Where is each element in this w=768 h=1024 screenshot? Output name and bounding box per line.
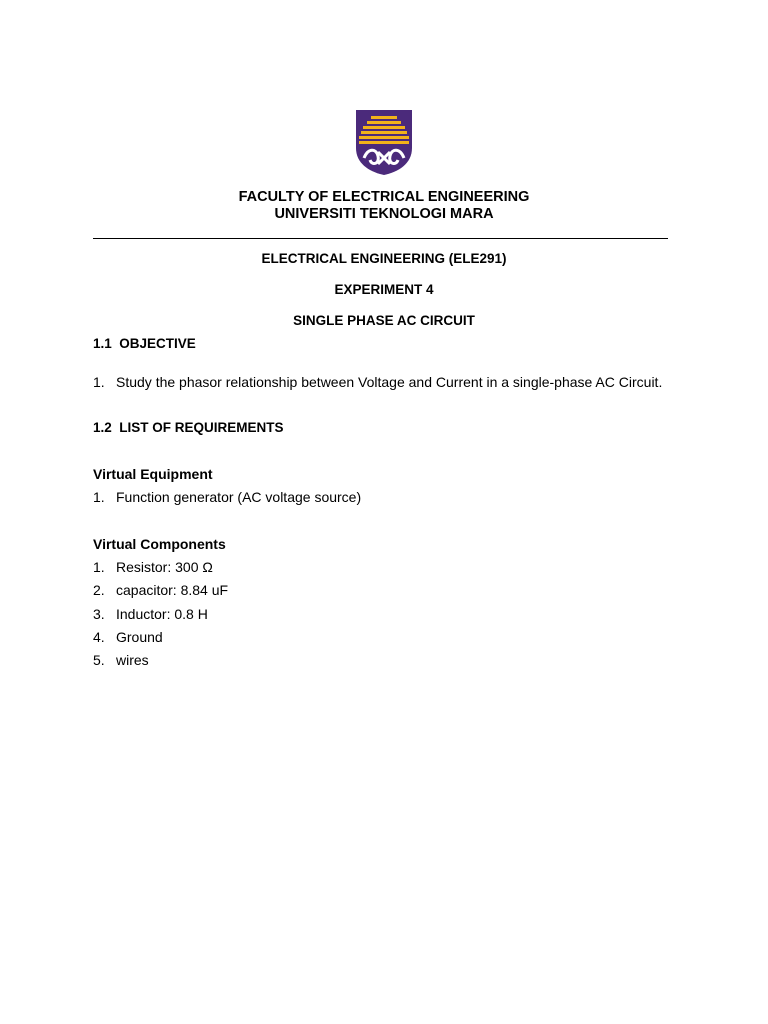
- list-number: 1.: [93, 374, 105, 390]
- requirements-heading: 1.2 LIST OF REQUIREMENTS: [93, 420, 284, 435]
- list-text: Study the phasor relationship between Voltage and Current in a single-phase AC Circuit.: [116, 374, 663, 390]
- objective-item: [93, 374, 662, 390]
- list-text: Resistor: 300 Ω: [116, 559, 213, 575]
- list-number: 2.: [93, 582, 105, 598]
- list-number: 5.: [93, 652, 105, 668]
- list-number: 1.: [93, 489, 105, 505]
- list-number: 4.: [93, 629, 105, 645]
- component-item: [93, 559, 213, 575]
- component-item: [93, 652, 149, 668]
- faculty-name: FACULTY OF ELECTRICAL ENGINEERING: [238, 189, 530, 205]
- component-item: [93, 606, 208, 622]
- university-name: UNIVERSITI TEKNOLOGI MARA: [274, 206, 494, 222]
- component-item: [93, 629, 163, 645]
- list-text: wires: [116, 652, 149, 668]
- course-title: ELECTRICAL ENGINEERING (ELE291): [261, 251, 507, 266]
- equipment-item: [93, 489, 361, 505]
- list-text: Inductor: 0.8 H: [116, 606, 208, 622]
- list-number: 1.: [93, 559, 105, 575]
- list-text: Function generator (AC voltage source): [116, 489, 362, 505]
- header-divider: [93, 238, 668, 239]
- objective-heading: 1.1 OBJECTIVE: [93, 336, 196, 351]
- subject-title: SINGLE PHASE AC CIRCUIT: [293, 313, 475, 328]
- experiment-title: EXPERIMENT 4: [334, 282, 434, 297]
- components-heading: Virtual Components: [93, 536, 226, 552]
- equipment-heading: Virtual Equipment: [93, 466, 213, 482]
- crest-icon: [354, 108, 414, 176]
- university-logo: [354, 108, 414, 176]
- component-item: [93, 582, 228, 598]
- list-number: 3.: [93, 606, 105, 622]
- list-text: Ground: [116, 629, 163, 645]
- list-text: capacitor: 8.84 uF: [116, 582, 229, 598]
